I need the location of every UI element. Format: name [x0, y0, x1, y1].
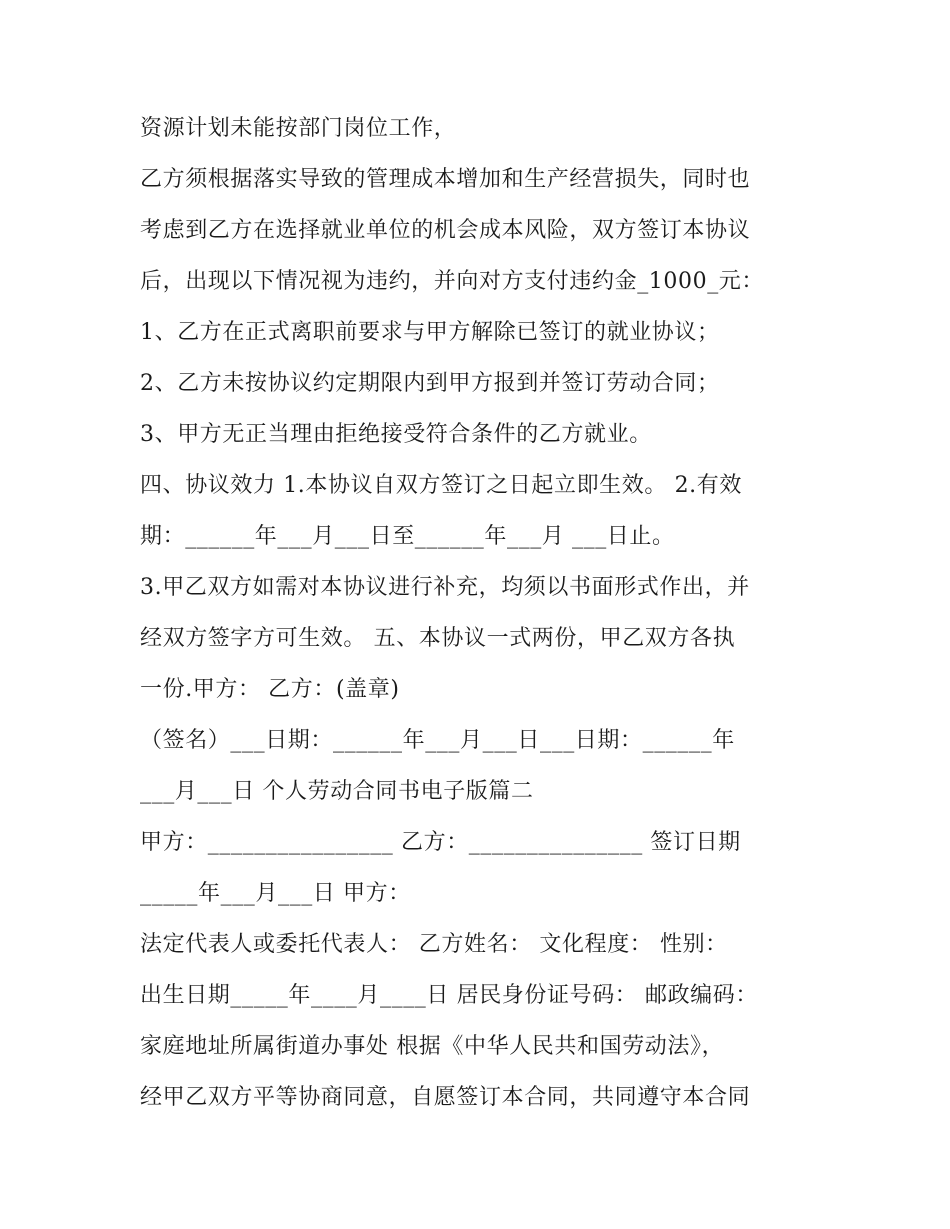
text-line: 法定代表人或委托代表人： 乙方姓名： 文化程度： 性别：: [140, 932, 728, 957]
text-line: 3、甲方无正当理由拒绝接受符合条件的乙方就业。: [140, 422, 652, 447]
text-line: 一份.甲方： 乙方：(盖章): [140, 677, 400, 702]
text-line: 经双方签字方可生效。 五、本协议一式两份，甲乙双方各执: [140, 626, 736, 651]
text-line: 出生日期_____年____月____日 居民身份证号码： 邮政编码：: [140, 983, 758, 1008]
text-line: 2、乙方未按协议约定期限内到甲方报到并签订劳动合同；: [140, 371, 720, 396]
text-line: 1、乙方在正式离职前要求与甲方解除已签订的就业协议；: [140, 320, 720, 345]
text-line: 四、协议效力 1.本协议自双方签订之日起立即生效。 2.有效: [140, 473, 742, 498]
text-line: 甲方：________________ 乙方：_______________ 签订日期: [140, 830, 741, 855]
document-body: [140, 103, 830, 1123]
text-line: 家庭地址所属街道办事处 根据《中华人民共和国劳动法》，: [140, 1034, 725, 1059]
text-line: 3.甲乙双方如需对本协议进行补充，均须以书面形式作出，并: [140, 575, 750, 600]
text-line: 经甲乙双方平等协商同意，自愿签订本合同，共同遵守本合同: [140, 1085, 751, 1110]
text-line: ___月___日 个人劳动合同书电子版篇二: [140, 779, 534, 804]
text-line: _____年___月___日 甲方：: [140, 881, 411, 906]
text-line: 期：______年___月___日至______年___月 ___日止。: [140, 524, 675, 549]
text-line: 考虑到乙方在选择就业单位的机会成本风险，双方签订本协议: [140, 218, 751, 243]
text-line: 资源计划未能按部门岗位工作，: [140, 116, 457, 141]
text-line: 乙方须根据落实导致的管理成本增加和生产经营损失，同时也: [140, 167, 751, 192]
text-line: 后，出现以下情况视为违约，并向对方支付违约金_1000_元：: [140, 269, 764, 294]
text-line: （签名）___日期：______年___月___日___日期：______年: [140, 728, 735, 753]
